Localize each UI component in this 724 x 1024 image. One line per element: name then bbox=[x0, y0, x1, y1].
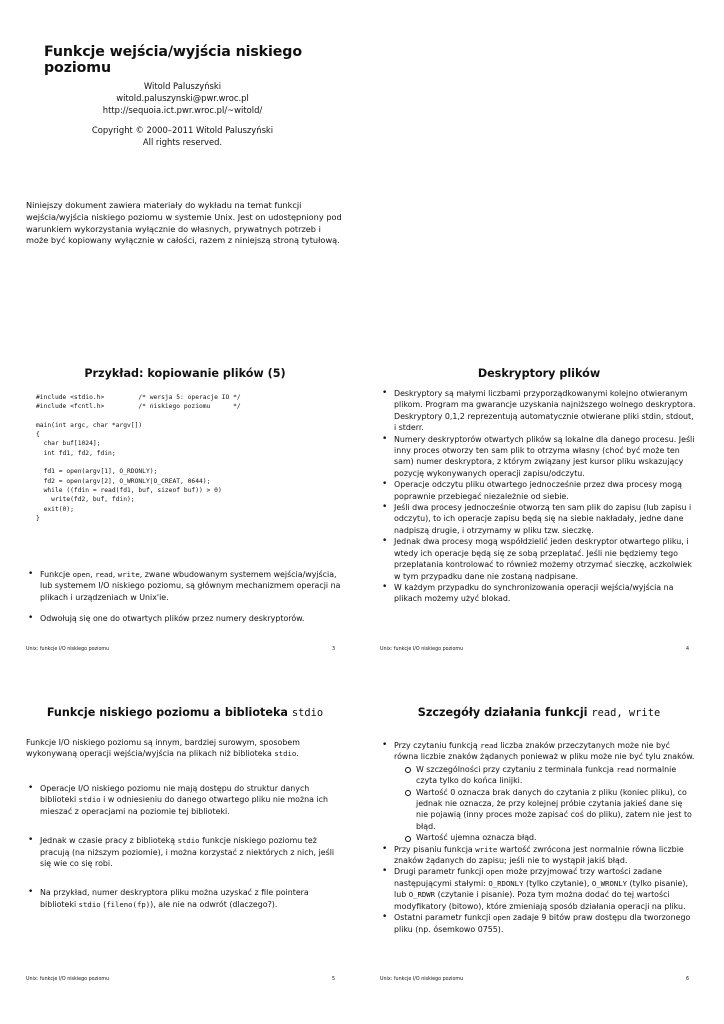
slide-title: Przykład: kopiowanie plików (5) bbox=[84, 367, 286, 380]
slide-descriptors bbox=[364, 345, 720, 675]
list-item: • Drugi parametr funkcji open może przyjmować trzy wartości zadane następującymi stałymi: O_RDONLY (tylko czytanie), O_WRONLY (tylko pisanie), lub O_RDWR (czytanie i pisanie). Poza tym można dodać do tej wartości modyfikatory (bitowo), które zmieniają sposób działania operacji na pliku. bbox=[380, 866, 696, 912]
list-item: • Operacje odczytu pliku otwartego jednocześnie przez dwa procesy mogą poprawnie przebiegać niezależnie od siebie. bbox=[380, 479, 696, 502]
author-name: Witold Paluszyński bbox=[143, 81, 222, 91]
slide-title: Funkcje niskiego poziomu a biblioteka stdio bbox=[46, 706, 324, 719]
list-item: • Operacje I/O niskiego poziomu nie mają dostępu do struktur danych biblioteki stdio i w odniesieniu do danego otwartego pliku nie można ich mieszać z operacjami na poziomie tej biblioteki. bbox=[26, 783, 344, 817]
copyright-line: Copyright © 2000–2011 Witold Paluszyński bbox=[91, 125, 274, 136]
list-item: • Jednak w czasie pracy z biblioteką stdio funkcje niskiego poziomu też pracują (na niższym poziomie), i można korzystać z niektórych z nich, jeśli się wie co się robi. bbox=[26, 835, 344, 869]
list-item: • W każdym przypadku do synchronizowania operacji wejścia/wyjścia na plikach możemy użyć blokad. bbox=[380, 582, 696, 605]
list-item: • Funkcje open, read, write, zwane wbudowanym systemem wejścia/wyjścia, lub systemem I/O niskiego poziomu, są głównym mechanizmem operacji na plikach i urządzeniach w Unix'ie. bbox=[26, 569, 344, 603]
sub-list bbox=[394, 764, 696, 844]
footer-label: Unix: funkcje I/O niskiego poziomu bbox=[26, 647, 110, 652]
code-listing: #include <stdio.h> /* wersja 5: operacje IO */ #include <fcntl.h> /* niskiego poziomu */ main(int argc, char *argv[]) { char buf[1024]; int fd1, fd2, fdin; fd1 = open(argv[1], O_RDONLY); fd2 = open(argv[2], O_WRONLY|O_CREAT, 0644); while ((fdin = read(fd1, buf, sizeof buf)) > 0) write(fd2, buf, fdin); exit(0); } bbox=[36, 394, 241, 522]
list-item: • Przy pisaniu funkcja write wartość zwrócona jest normalnie równa liczbie znaków żądanych do zapisu; jeśli nie to wystąpił jakiś błąd. bbox=[380, 844, 696, 867]
intro-paragraph: Funkcje I/O niskiego poziomu są innym, bardziej surowym, sposobem wykonywaną operacji wejścia/wyjścia na plikach niż biblioteka stdio. bbox=[26, 738, 300, 759]
sub-list-item: Wartość ujemna oznacza błąd. bbox=[404, 832, 696, 843]
author-url: http://sequoia.ict.pwr.wroc.pl/~witold/ bbox=[102, 104, 263, 115]
list-item: • Na przykład, numer deskryptora pliku można uzyskać z file pointera biblioteki stdio (fileno(fp)), ale nie na odwrót (dlaczego?). bbox=[26, 887, 344, 910]
bullet-list bbox=[26, 569, 344, 625]
list-item: • Ostatni parametr funkcji open zadaje 9 bitów praw dostępu dla tworzonego pliku (np. ósemkowo 0755). bbox=[380, 912, 696, 935]
list-item: • Odwołują się one do otwartych plików przez numery deskryptorów. bbox=[26, 613, 344, 624]
list-item: • Przy czytaniu funkcją read liczba znaków przeczytanych może nie być równa liczbie znaków żądanych ponieważ w pliku może nie być tylu znaków. W szczególności przy czytaniu z terminala funkcja read normalnie czyta tylko do końca linijki. Wartość 0 oznacza brak danych do czytania z pliku (koniec pliku), co jednak nie oznacza, że przy kolejnej próbie czytania jakieś dane się nie pojawią (inny proces może zapisać coś do pliku), zatem nie jest to błąd. Wartość ujemna oznacza błąd. bbox=[380, 740, 696, 844]
document-title: Funkcje wejścia/wyjścia niskiego poziomu bbox=[44, 44, 303, 76]
slide-read-write-details bbox=[364, 675, 720, 1005]
slide-title: Deskryptory plików bbox=[477, 367, 601, 380]
author-block bbox=[10, 81, 355, 149]
bullet-list bbox=[26, 783, 344, 910]
sub-list-item: Wartość 0 oznacza brak danych do czytania z pliku (koniec pliku), co jednak nie oznacza, że przy kolejnej próbie czytania jakieś dane się nie pojawią (inny proces może zapisać coś do pliku), zatem nie jest to błąd. bbox=[404, 787, 696, 833]
footer-label: Unix: funkcje I/O niskiego poziomu bbox=[380, 977, 464, 982]
slide-stdio-comparison bbox=[10, 675, 366, 1005]
page-number: 6 bbox=[686, 977, 690, 982]
slide-copy-example bbox=[10, 345, 366, 675]
slide-blank bbox=[364, 14, 720, 344]
page-number: 4 bbox=[686, 647, 690, 652]
list-item: • Jeśli dwa procesy jednocześnie otworzą ten sam plik do zapisu (lub zapisu i odczytu), to ich operacje zapisu będą się na siebie nakładały, jedne dane nadpiszą drugie, i otrzymamy w pliku tzw. sieczkę. bbox=[380, 502, 696, 536]
footer-label: Unix: funkcje I/O niskiego poziomu bbox=[380, 647, 464, 652]
slide-title-page bbox=[10, 14, 366, 344]
page-number: 3 bbox=[332, 647, 336, 652]
footer-label: Unix: funkcje I/O niskiego poziomu bbox=[26, 977, 110, 982]
rights-line: All rights reserved. bbox=[142, 137, 223, 148]
list-item: • Deskryptory są małymi liczbami przyporządkowanymi kolejno otwieranym plikom. Program ma gwarancje uzyskania najniższego wolnego deskryptora. Deskryptory 0,1,2 reprezentują automatycznie otwierane pliki stdin, stdout, i stderr. bbox=[380, 388, 696, 434]
intro-paragraph: Niniejszy dokument zawiera materiały do wykładu na temat funkcji wejścia/wyjścia niskiego poziomu w systemie Unix. Jest on udostępniony pod warunkiem wykorzystania wyłącznie do własnych, prywatnych potrzeb i może być kopiowany wyłącznie w całości, razem z niniejszą stroną tytułową. bbox=[26, 200, 342, 246]
list-item: • Numery deskryptorów otwartych plików są lokalne dla danego procesu. Jeśli inny proces otworzy ten sam plik to otrzyma własny (choć być może ten sam) numer deskryptora, z którym związany jest kursor pliku wskazujący pozycję wykonywanych operacji zapisu/odczytu. bbox=[380, 434, 696, 480]
page-number: 5 bbox=[332, 977, 336, 982]
slide-title: Szczegóły działania funkcji read, write bbox=[417, 706, 661, 719]
author-email: witold.paluszynski@pwr.wroc.pl bbox=[116, 92, 249, 103]
bullet-list bbox=[380, 740, 696, 935]
list-item: • Jednak dwa procesy mogą współdzielić jeden deskryptor otwartego pliku, i wtedy ich operacje będą się ze sobą przeplatać. Jeśli nie będziemy tego przeplatania kontrolować to również możemy otrzymać sieczkę, aczkolwiek w tym przypadku dane nie zostaną nadpisane. bbox=[380, 536, 696, 582]
bullet-list bbox=[380, 388, 696, 605]
sub-list-item: W szczególności przy czytaniu z terminala funkcja read normalnie czyta tylko do końca linijki. bbox=[404, 764, 696, 787]
